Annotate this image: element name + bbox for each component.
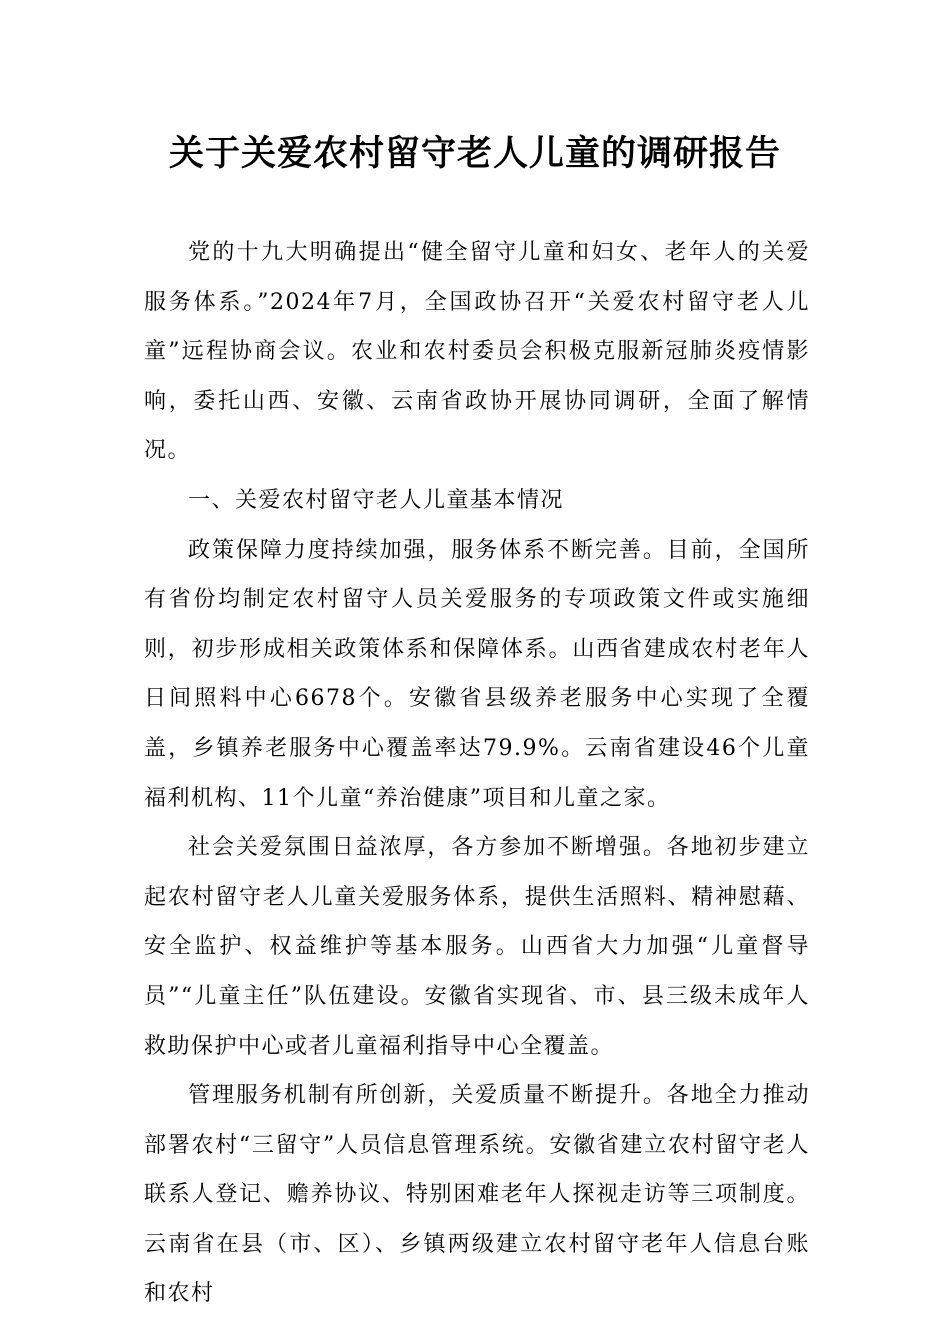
paragraph-policy: 政策保障力度持续加强，服务体系不断完善。目前，全国所有省份均制定农村留守人员关爱服务的专项政策文件或实施细则，初步形成相关政策体系和保障体系。山西省建成农村老年人日间照料中心6678个。安徽省县级养老服务中心实现了全覆盖，乡镇养老服务中心覆盖率达79.9%。云南省建设46个儿童福利机构、11个儿童“养治健康”项目和儿童之家。	[144, 537, 810, 811]
document-title: 关于关爱农村留守老人儿童的调研报告	[168, 134, 781, 174]
document-body	[144, 228, 810, 1319]
section-heading-1: 一、关爱农村留守老人儿童基本情况	[188, 487, 565, 513]
paragraph-management: 管理服务机制有所创新，关爱质量不断提升。各地全力推动部署农村“三留守”人员信息管理系统。安徽省建立农村留守老人联系人登记、赡养协议、特别困难老年人探视走访等三项制度。云南省在县（市、区）、乡镇两级建立农村留守老年人信息台账和农村	[144, 1083, 810, 1307]
paragraph-social-care: 社会关爱氛围日益浓厚，各方参加不断增强。各地初步建立起农村留守老人儿童关爱服务体系，提供生活照料、精神慰藉、安全监护、权益维护等基本服务。山西省大力加强“儿童督导员”“儿童主任”队伍建设。安徽省实现省、市、县三级未成年人救助保护中心或者儿童福利指导中心全覆盖。	[144, 835, 810, 1059]
paragraph-intro: 党的十九大明确提出“健全留守儿童和妇女、老年人的关爱服务体系。”2024年7月，全国政协召开“关爱农村留守老人儿童”远程协商会议。农业和农村委员会积极克服新冠肺炎疫情影响，委托山西、安徽、云南省政协开展协同调研，全面了解情况。	[144, 240, 810, 464]
